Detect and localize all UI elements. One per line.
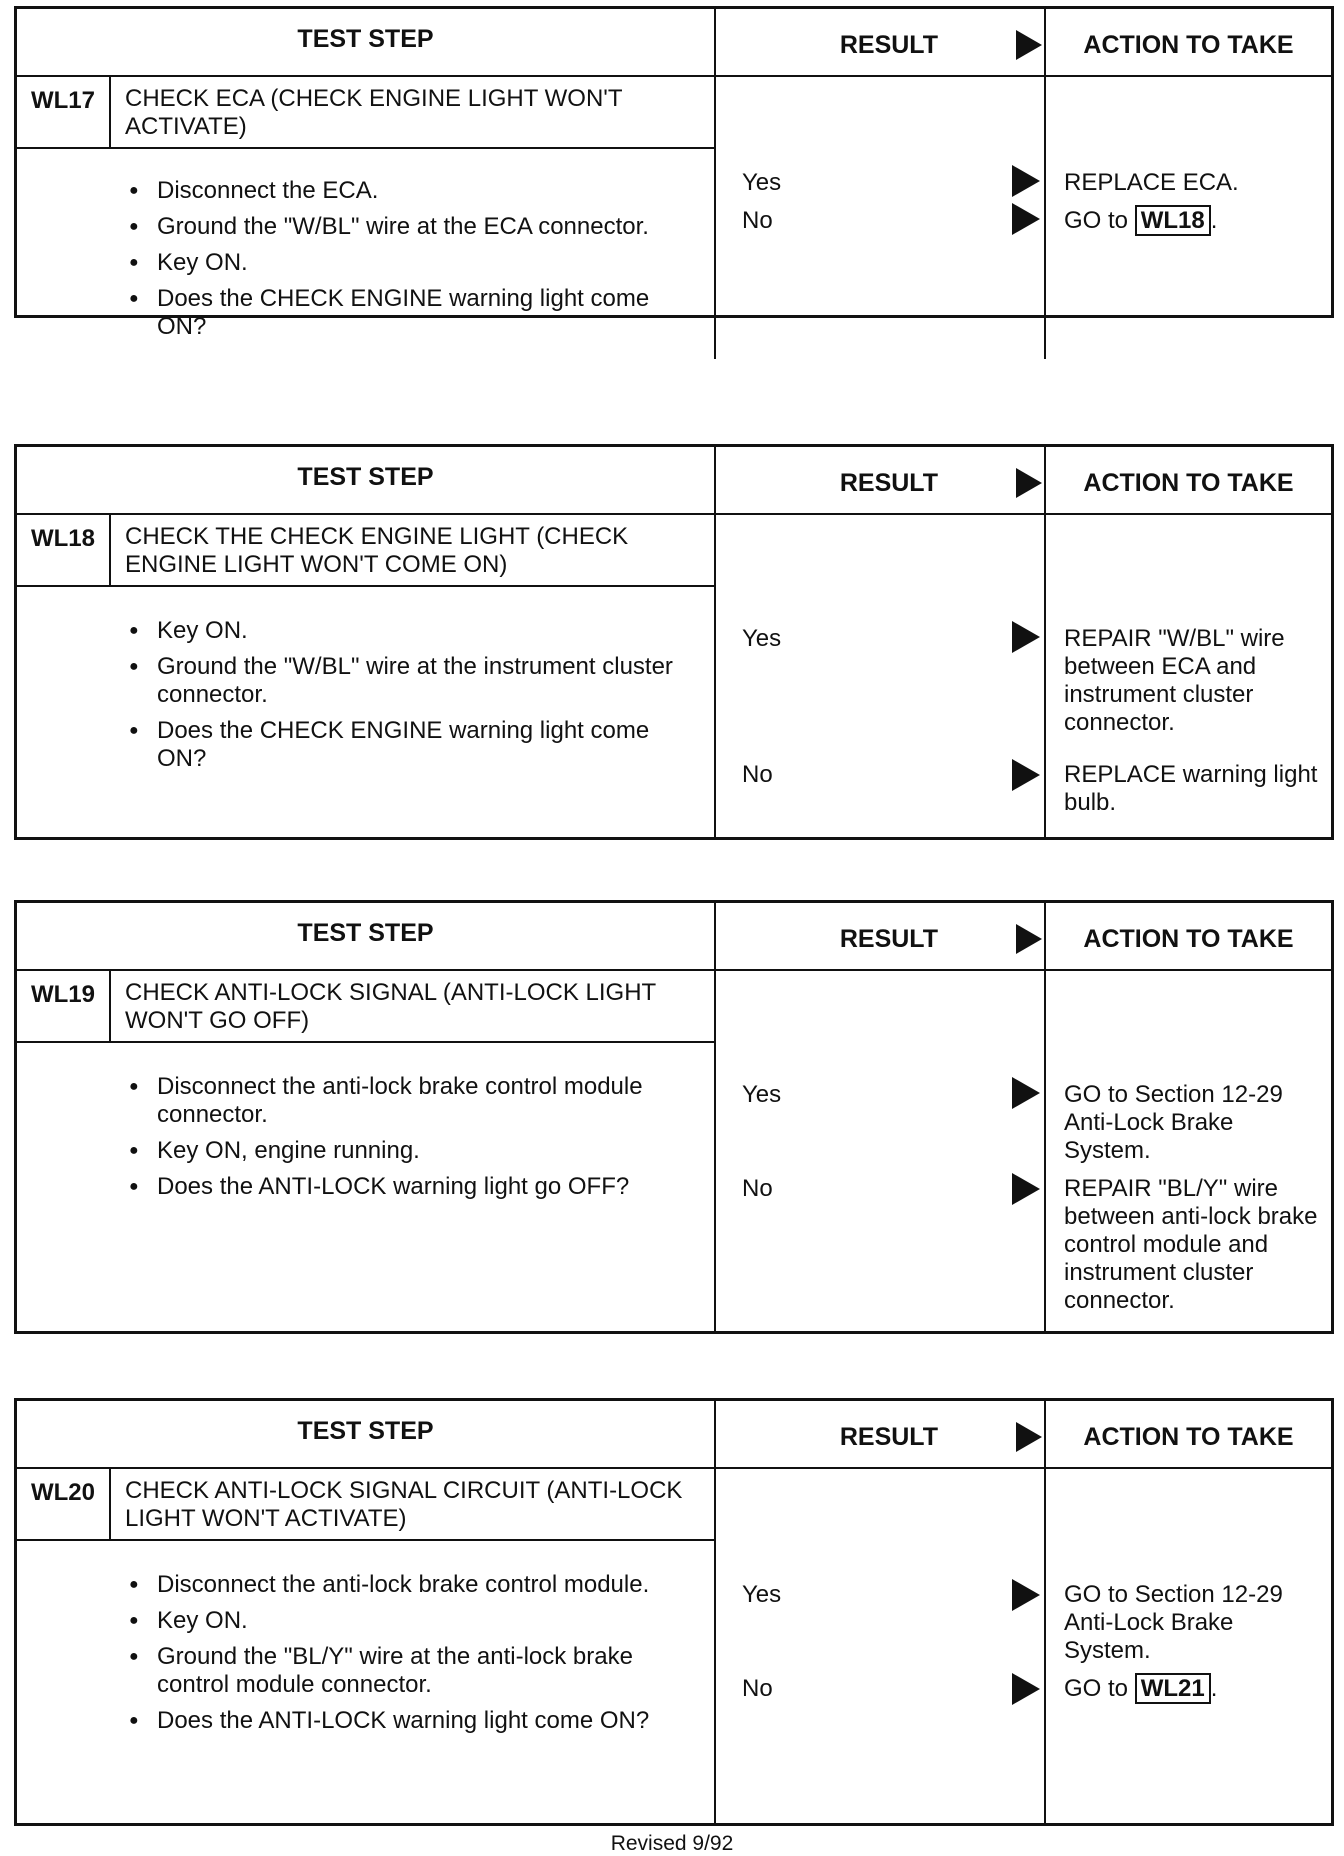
step-title: CHECK ECA (CHECK ENGINE LIGHT WON'T ACTIVATE) bbox=[125, 85, 623, 140]
action-column bbox=[1046, 1469, 1331, 1823]
result-no: No bbox=[742, 761, 773, 788]
action-no: REPLACE warning light bulb. bbox=[1064, 761, 1318, 816]
header-result-label: RESULT bbox=[839, 1422, 938, 1451]
action-column bbox=[1046, 515, 1331, 837]
action-yes: GO to Section 12-29 Anti-Lock Brake System. bbox=[1064, 1081, 1283, 1164]
step-title-row bbox=[17, 77, 716, 149]
header-test-step: TEST STEP bbox=[17, 447, 716, 515]
step-title-row bbox=[17, 971, 716, 1043]
result-no: No bbox=[742, 1675, 773, 1702]
header-result bbox=[716, 1401, 1046, 1469]
list-item: ● Does the CHECK ENGINE warning light come ON? bbox=[157, 285, 694, 341]
action-column bbox=[1046, 971, 1331, 1331]
action-no bbox=[1064, 1675, 1319, 1703]
result-no: No bbox=[742, 207, 773, 234]
arrow-icon bbox=[1016, 1422, 1042, 1452]
header-action: ACTION TO TAKE bbox=[1046, 9, 1331, 77]
result-column bbox=[716, 971, 1046, 1331]
action-no bbox=[1064, 207, 1319, 235]
list-item: ● Key ON. bbox=[157, 249, 694, 277]
result-column bbox=[716, 1469, 1046, 1823]
step-instructions bbox=[17, 587, 716, 837]
step-id: WL19 bbox=[17, 971, 111, 1041]
step-instructions bbox=[17, 1541, 716, 1823]
step-instructions bbox=[17, 149, 716, 359]
step-id: WL18 bbox=[17, 515, 111, 585]
step-title-row bbox=[17, 1469, 716, 1541]
list-item: ● Does the ANTI-LOCK warning light go OFF? bbox=[157, 1173, 694, 1201]
action-yes: REPLACE ECA. bbox=[1064, 169, 1239, 196]
result-yes: Yes bbox=[742, 1081, 782, 1108]
revision-footer: Revised 9/92 bbox=[610, 1832, 734, 1855]
action-column bbox=[1046, 77, 1331, 359]
arrow-icon bbox=[1012, 621, 1040, 653]
arrow-icon bbox=[1012, 165, 1040, 197]
header-result bbox=[716, 9, 1046, 77]
arrow-icon bbox=[1012, 759, 1040, 791]
list-item: ● Key ON. bbox=[157, 617, 694, 645]
arrow-icon bbox=[1012, 1673, 1040, 1705]
list-item: ● Does the ANTI-LOCK warning light come ON? bbox=[157, 1707, 694, 1735]
list-item: ● Disconnect the anti-lock brake control module. bbox=[157, 1571, 694, 1599]
header-test-step: TEST STEP bbox=[17, 1401, 716, 1469]
list-item: ● Ground the "W/BL" wire at the instrument cluster connector. bbox=[157, 653, 694, 709]
header-result-label: RESULT bbox=[839, 924, 938, 953]
header-result bbox=[716, 447, 1046, 515]
list-item: ● Ground the "W/BL" wire at the ECA connector. bbox=[157, 213, 694, 241]
arrow-icon bbox=[1016, 30, 1042, 60]
result-yes: Yes bbox=[742, 1581, 782, 1608]
action-no-prefix: GO to bbox=[1064, 207, 1129, 234]
header-action: ACTION TO TAKE bbox=[1046, 903, 1331, 971]
result-yes: Yes bbox=[742, 625, 782, 652]
step-title: CHECK THE CHECK ENGINE LIGHT (CHECK ENGINE LIGHT WON'T COME ON) bbox=[125, 523, 629, 578]
action-no: REPAIR "BL/Y" wire between anti-lock brake control module and instrument cluster connector. bbox=[1064, 1175, 1318, 1314]
step-title-row bbox=[17, 515, 716, 587]
step-id: WL20 bbox=[17, 1469, 111, 1539]
header-action: ACTION TO TAKE bbox=[1046, 1401, 1331, 1469]
list-item: ● Ground the "BL/Y" wire at the anti-lock brake control module connector. bbox=[157, 1643, 694, 1699]
header-test-step: TEST STEP bbox=[17, 9, 716, 77]
action-no-suffix: . bbox=[1210, 1675, 1218, 1702]
step-id: WL17 bbox=[17, 77, 111, 147]
arrow-icon bbox=[1012, 203, 1040, 235]
header-result-label: RESULT bbox=[839, 30, 938, 59]
list-item: ● Key ON, engine running. bbox=[157, 1137, 694, 1165]
list-item: ● Does the CHECK ENGINE warning light come ON? bbox=[157, 717, 694, 773]
header-result-label: RESULT bbox=[839, 468, 938, 497]
header-action: ACTION TO TAKE bbox=[1046, 447, 1331, 515]
step-reference: WL18 bbox=[1135, 205, 1211, 236]
test-table-wl20 bbox=[14, 1398, 1334, 1826]
arrow-icon bbox=[1012, 1579, 1040, 1611]
step-reference: WL21 bbox=[1135, 1673, 1211, 1704]
test-table-wl19 bbox=[14, 900, 1334, 1334]
action-yes: GO to Section 12-29 Anti-Lock Brake System. bbox=[1064, 1581, 1283, 1664]
step-instructions bbox=[17, 1043, 716, 1331]
action-no-suffix: . bbox=[1210, 207, 1218, 234]
result-column bbox=[716, 77, 1046, 359]
step-title: CHECK ANTI-LOCK SIGNAL (ANTI-LOCK LIGHT WON'T GO OFF) bbox=[125, 979, 656, 1034]
test-table-wl18 bbox=[14, 444, 1334, 840]
arrow-icon bbox=[1016, 468, 1042, 498]
result-column bbox=[716, 515, 1046, 837]
step-title: CHECK ANTI-LOCK SIGNAL CIRCUIT (ANTI-LOCK LIGHT WON'T ACTIVATE) bbox=[125, 1477, 683, 1532]
header-test-step: TEST STEP bbox=[17, 903, 716, 971]
action-no-prefix: GO to bbox=[1064, 1675, 1129, 1702]
arrow-icon bbox=[1012, 1173, 1040, 1205]
list-item: ● Key ON. bbox=[157, 1607, 694, 1635]
action-yes: REPAIR "W/BL" wire between ECA and instrument cluster connector. bbox=[1064, 625, 1285, 736]
arrow-icon bbox=[1012, 1077, 1040, 1109]
result-yes: Yes bbox=[742, 169, 782, 196]
header-result bbox=[716, 903, 1046, 971]
arrow-icon bbox=[1016, 924, 1042, 954]
result-no: No bbox=[742, 1175, 773, 1202]
test-table-wl17 bbox=[14, 6, 1334, 340]
list-item: ● Disconnect the anti-lock brake control module connector. bbox=[157, 1073, 694, 1129]
list-item: ● Disconnect the ECA. bbox=[157, 177, 694, 205]
